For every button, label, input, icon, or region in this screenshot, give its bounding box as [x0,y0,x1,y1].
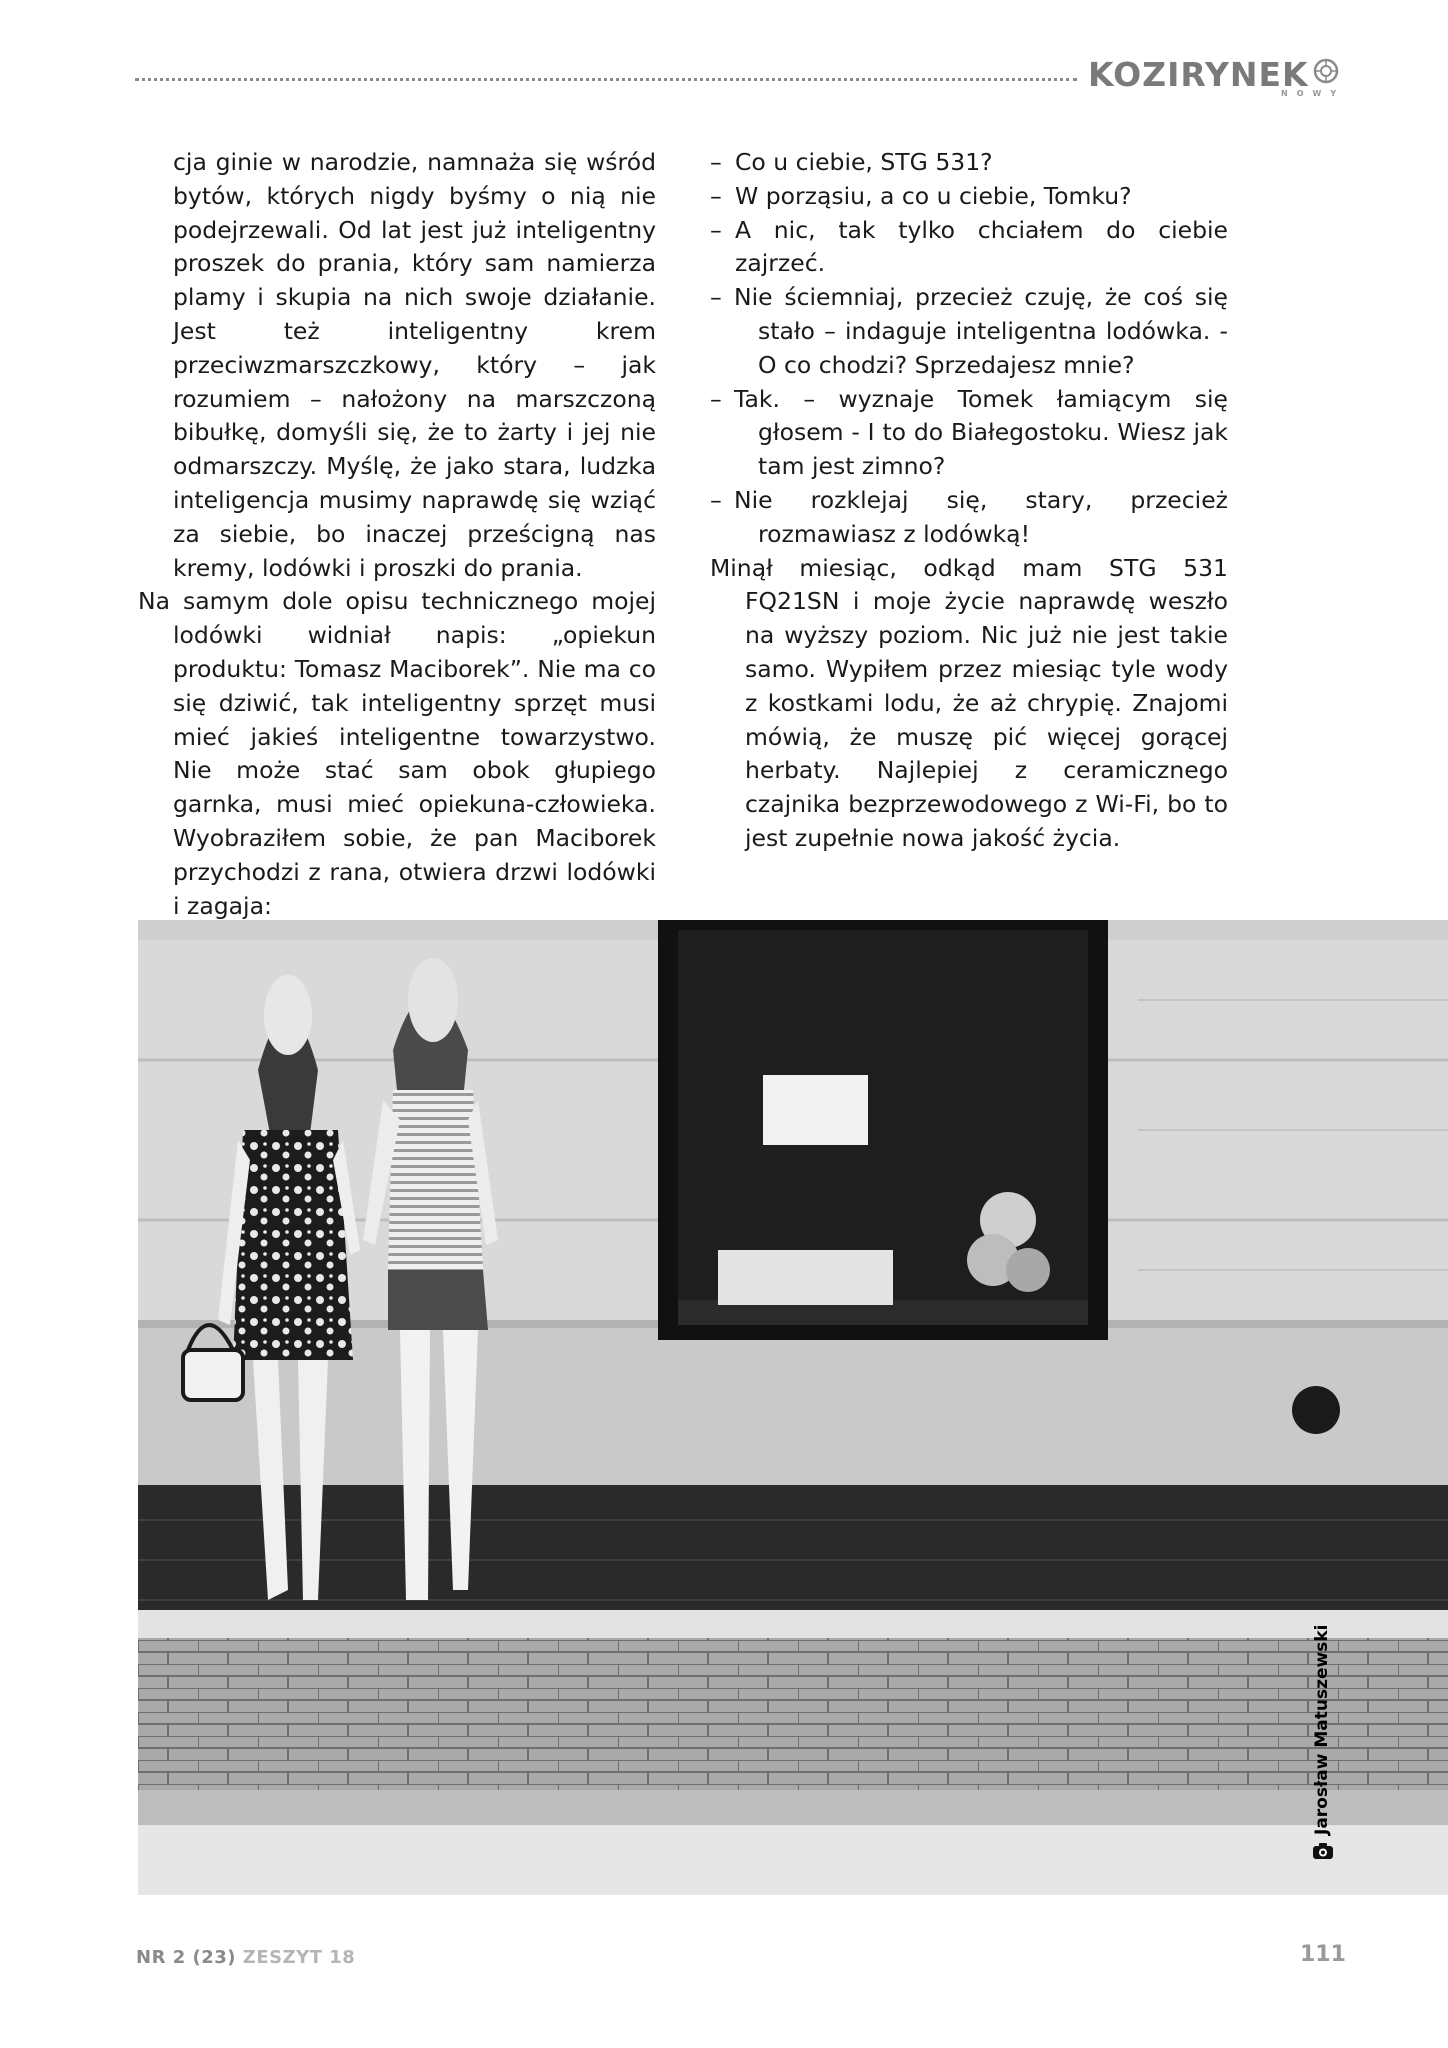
magazine-brand [1088,55,1346,105]
photographer-name: Jarosław Matuszewski [1312,1624,1332,1835]
dialogue-line: – Tak. – wyznaje Tomek łamiącym się głosem - I to do Białegostoku. Wiesz jak tam jest zimno? [710,384,1228,481]
brand-name: KOZIRYNEK [1088,55,1309,94]
window-sign [718,1250,893,1305]
photo-illustration [138,920,1448,1895]
issue-number: NR 2 (23) [136,1947,236,1968]
dialogue-line: – Nie rozklejaj się, stary, przecież rozmawiasz z lodówką! [710,485,1228,548]
dialogue-line: – W porząsiu, a co u ciebie, Tomku? [710,181,1132,210]
street-mannequins-photo [138,920,1448,1895]
photo-credit [1308,1624,1338,1870]
page-number: 111 [1300,1942,1346,1967]
issue-volume: ZESZYT 18 [242,1947,356,1968]
left-text-column [138,146,656,923]
header-dotted-rule [135,78,1077,81]
dialogue-line: – Nie ściemniaj, przecież czuję, że coś się stało – indaguje inteligentna lodówka. - O co chodzi? Sprzedajesz mnie? [710,283,1228,379]
paragraph-technical-description: Na samym dole opisu technicznego mojej lodówki widniał napis: „opiekun produktu: Tomasz Maciborek”. Nie ma co się dziwić, tak inteligentny sprzęt musi mieć jakieś inteligentne towarzystwo. Nie może stać sam obok głupiego garnka, musi mieć opiekuna-człowieka. Wyobraziłem sobie, że pan Maciborek przychodzi z rana, otwiera drzwi lodówki i zagaja: [138,587,656,920]
paragraph-continuation: cja ginie w narodzie, namnaża się wśród bytów, których nigdy byśmy o nią nie podejrzewali. Od lat jest już inteligentny proszek do prania, który sam namierza plamy i skupia na nich swoje działanie. Jest też inteligentny krem przeciwzmarszczkowy, który – jak rozumiem – nałożony na marszczoną bibułkę, domyśli się, że to żarty i jej nie odmarszczy. Myślę, że jako stara, ludzka inteligencja musimy naprawdę się wziąć za siebie, bo inaczej prześcigną nas kremy, lodówki i proszki do prania. [173,148,656,582]
brand-subtitle: NOWY [1281,89,1346,98]
paragraph-month-later: Minął miesiąc, odkąd mam STG 531 FQ21SN i moje życie naprawdę weszło na wyższy poziom. Nic już nie jest takie samo. Wypiłem przez miesiąc tyle wody z kostkami lodu, że aż chrypię. Znajomi mówią, że muszę pić więcej gorącej herbaty. Najlepiej z ceramicznego czajnika bezprzewodowego z Wi-Fi, bo to jest zupełnie nowa jakość życia. [710,553,1228,852]
dialogue-line: – A nic, tak tylko chciałem do ciebie zajrzeć. [710,215,1228,278]
window-sign [763,1075,868,1145]
issue-info [136,1947,355,1968]
brand-emblem-icon [1312,57,1340,85]
right-text-column [710,146,1228,856]
dialogue-line: – Co u ciebie, STG 531? [710,148,993,176]
camera-icon [1312,1842,1334,1860]
